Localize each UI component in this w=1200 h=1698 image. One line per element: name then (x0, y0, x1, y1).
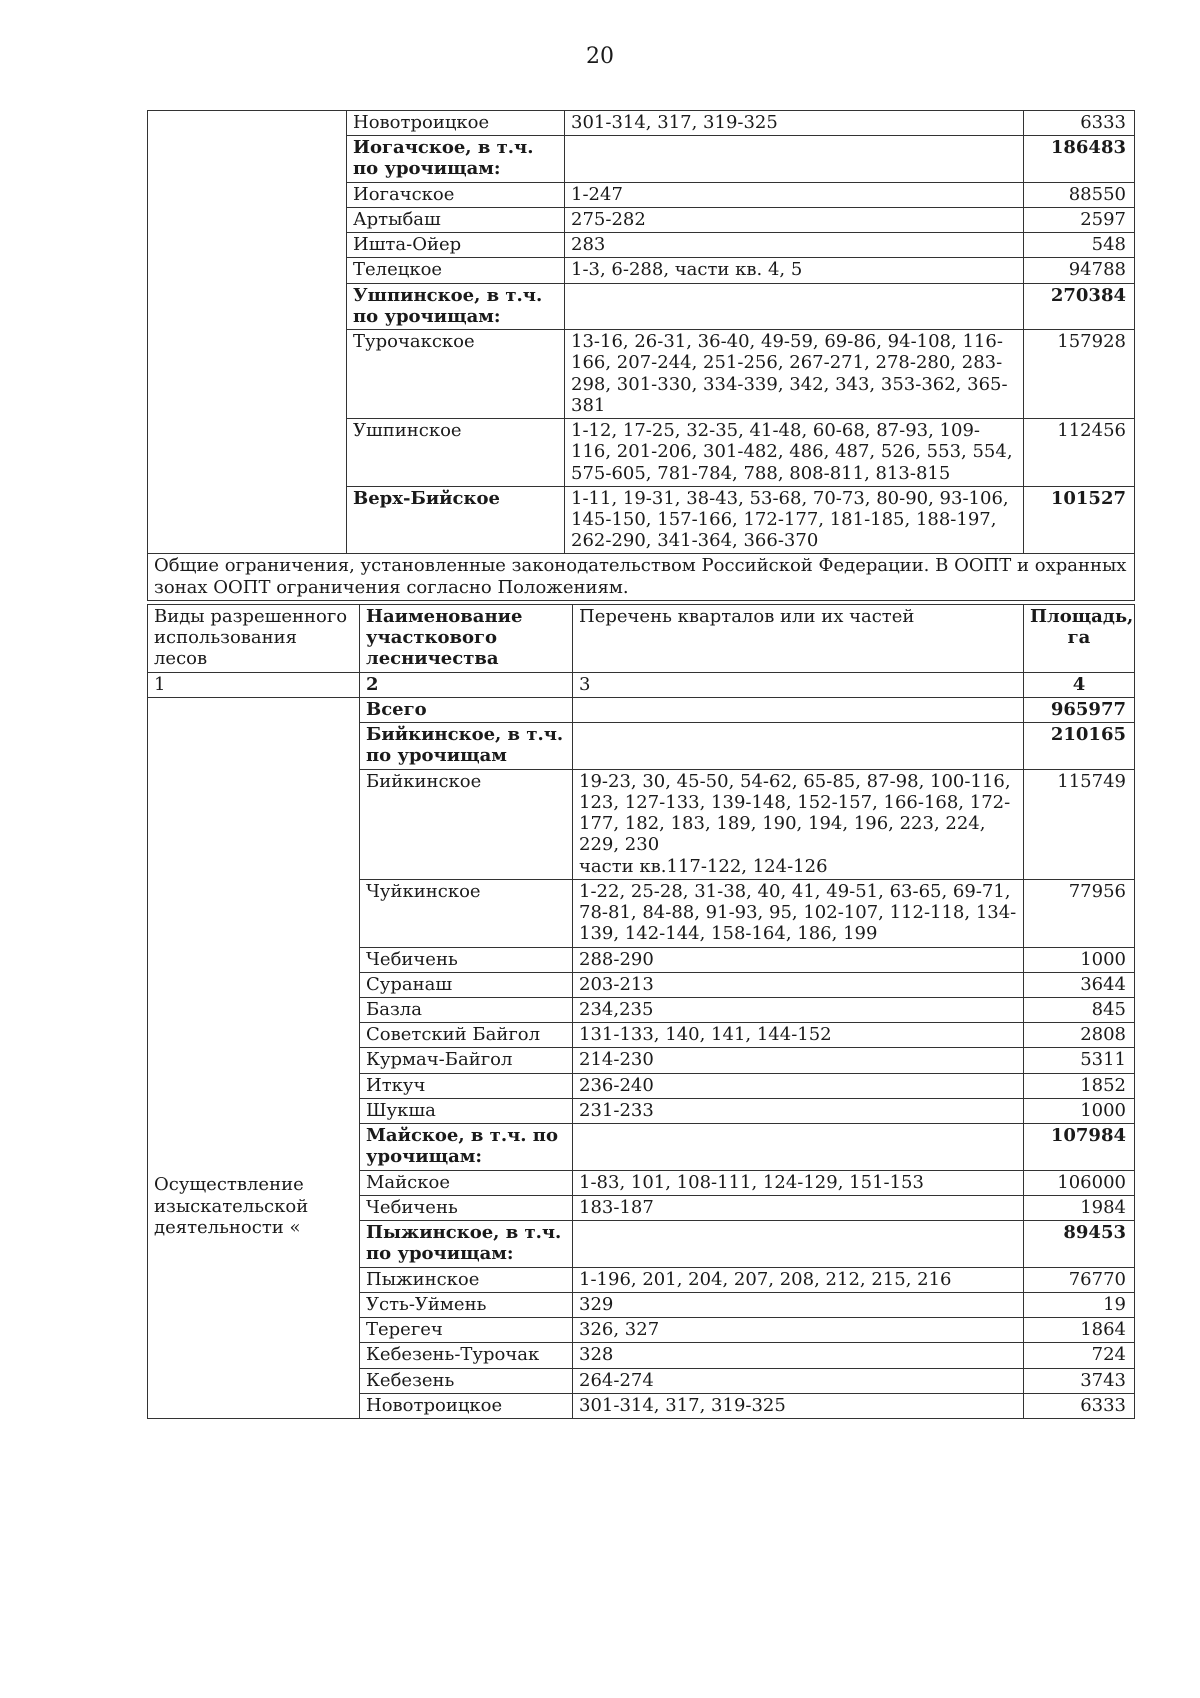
forestry-name: Терегеч (360, 1318, 573, 1343)
area-value: 724 (1024, 1343, 1135, 1368)
header-area: Площадь, га (1024, 605, 1135, 673)
forestry-name: Телецкое (347, 258, 565, 283)
table-row (148, 697, 1135, 722)
area-value: 965977 (1024, 697, 1135, 722)
blocks-list (573, 1073, 1024, 1098)
forestry-name: Кебезень-Турочак (360, 1343, 573, 1368)
forestry-name: Курмач-Байгол (360, 1048, 573, 1073)
blocks-list (573, 879, 1024, 947)
forestry-name: Иткуч (360, 1073, 573, 1098)
area-value: 6333 (1024, 1393, 1135, 1418)
blocks-list (573, 972, 1024, 997)
forestry-name: Советский Байгол (360, 1023, 573, 1048)
page-number: 20 (586, 44, 614, 69)
blocks-list (573, 1267, 1024, 1292)
col-number-4: 4 (1024, 672, 1135, 697)
blocks-list (573, 723, 1024, 769)
blocks-list (573, 769, 1024, 879)
blocks-list (573, 997, 1024, 1022)
area-value: 106000 (1024, 1170, 1135, 1195)
forestry-name: Шукша (360, 1098, 573, 1123)
blocks-list: 13-16, 26-31, 36-40, 49-59, 69-86, 94-108, 116-166, 207-244, 251-256, 267-271, 278-280, 283-298, 301-330, 334-339, 342, 343, 353-362, 365-381 (565, 330, 1024, 419)
forestry-name: Майское, в т.ч. по урочищам: (360, 1124, 573, 1170)
area-value: 3644 (1024, 972, 1135, 997)
col-number-3: 3 (573, 672, 1024, 697)
header-blocks: Перечень кварталов или их частей (573, 605, 1024, 673)
forestry-name: Ишта-Ойер (347, 233, 565, 258)
area-value: 112456 (1024, 419, 1135, 487)
area-value: 3743 (1024, 1368, 1135, 1393)
area-value: 115749 (1024, 769, 1135, 879)
blocks-list (573, 1318, 1024, 1343)
header-use-type: Виды разрешенного использования лесов (148, 605, 360, 673)
blocks-list (573, 1343, 1024, 1368)
area-value: 270384 (1024, 283, 1135, 329)
area-value: 94788 (1024, 258, 1135, 283)
blocks-text: 301-314, 317, 319-325 (579, 1394, 786, 1416)
blocks-text: 328 (579, 1344, 614, 1366)
column-number-row (148, 672, 1135, 697)
blocks-list (573, 697, 1024, 722)
blocks-text: 1-83, 101, 108-111, 124-129, 151-153 (579, 1171, 924, 1193)
forestry-name: Майское (360, 1170, 573, 1195)
blocks-text: 203-213 (579, 973, 654, 995)
blocks-list (565, 283, 1024, 329)
blocks-list (573, 1221, 1024, 1267)
blocks-text: 329 (579, 1293, 614, 1315)
forestry-name: Ушпинское (347, 419, 565, 487)
blocks-list (573, 1170, 1024, 1195)
restrictions-note: Общие ограничения, установленные законодательством Российской Федерации. В ООПТ и охранных зонах ООПТ ограничения согласно Положениям. (148, 554, 1135, 600)
blocks-list (573, 1393, 1024, 1418)
forestry-name: Чуйкинское (360, 879, 573, 947)
area-value: 107984 (1024, 1124, 1135, 1170)
forestry-name: Чебичень (360, 1195, 573, 1220)
header-row (148, 605, 1135, 673)
blocks-list (573, 1048, 1024, 1073)
table-continued (147, 110, 1135, 601)
blocks-text: 19-23, 30, 45-50, 54-62, 65-85, 87-98, 100-116, 123, 127-133, 139-148, 152-157, 166-168, 172-177, 182, 183, 189, 190, 194, 196, 223, 224, 229, 230 (579, 770, 1011, 856)
area-value: 76770 (1024, 1267, 1135, 1292)
col-number-2: 2 (360, 672, 573, 697)
blocks-list: 1-12, 17-25, 32-35, 41-48, 60-68, 87-93, 109-116, 201-206, 301-482, 486, 487, 526, 553, 554, 575-605, 781-784, 788, 808-811, 813-815 (565, 419, 1024, 487)
area-value: 101527 (1024, 486, 1135, 554)
area-value: 186483 (1024, 136, 1135, 182)
blocks-list: 1-11, 19-31, 38-43, 53-68, 70-73, 80-90, 93-106, 145-150, 157-166, 172-177, 181-185, 188-197, 262-290, 341-364, 366-370 (565, 486, 1024, 554)
blocks-text: 326, 327 (579, 1319, 660, 1341)
blocks-text: 234,235 (579, 998, 654, 1020)
forestry-name: Артыбаш (347, 207, 565, 232)
blocks-text: 1-22, 25-28, 31-38, 40, 41, 49-51, 63-65, 69-71, 78-81, 84-88, 91-93, 95, 102-107, 112-118, 134-139, 142-144, 158-164, 186, 199 (579, 880, 1017, 945)
blocks-list: 1-247 (565, 182, 1024, 207)
area-value: 6333 (1024, 111, 1135, 136)
forestry-name: Пыжинское, в т.ч. по урочищам: (360, 1221, 573, 1267)
blocks-list (573, 1195, 1024, 1220)
blocks-list (573, 1023, 1024, 1048)
header-forestry-name: Наименование участкового лесничества (360, 605, 573, 673)
forestry-name: Кебезень (360, 1368, 573, 1393)
area-value: 157928 (1024, 330, 1135, 419)
table-main (147, 604, 1135, 1419)
area-value: 1000 (1024, 947, 1135, 972)
area-value: 5311 (1024, 1048, 1135, 1073)
blocks-list (573, 1368, 1024, 1393)
forestry-name: Всего (360, 697, 573, 722)
forestry-name: Верх-Бийское (347, 486, 565, 554)
blocks-list: 301-314, 317, 319-325 (565, 111, 1024, 136)
area-value: 210165 (1024, 723, 1135, 769)
blocks-text: 131-133, 140, 141, 144-152 (579, 1024, 832, 1046)
use-type-cell: Осуществление изыскательской деятельности « (148, 697, 360, 1418)
table-row (148, 111, 1135, 136)
blocks-list (573, 1098, 1024, 1123)
blocks-list: 275-282 (565, 207, 1024, 232)
area-value: 2808 (1024, 1023, 1135, 1048)
blocks-text: 236-240 (579, 1074, 654, 1096)
area-value: 89453 (1024, 1221, 1135, 1267)
blocks-parts-text: части кв.117-122, 124-126 (579, 855, 828, 877)
area-value: 845 (1024, 997, 1135, 1022)
area-value: 19 (1024, 1292, 1135, 1317)
forestry-name: Турочакское (347, 330, 565, 419)
forestry-name: Иогачское (347, 182, 565, 207)
blocks-list (573, 947, 1024, 972)
forestry-name: Новотроицкое (360, 1393, 573, 1418)
forestry-name: Новотроицкое (347, 111, 565, 136)
forestry-name: Базла (360, 997, 573, 1022)
area-value: 548 (1024, 233, 1135, 258)
area-value: 88550 (1024, 182, 1135, 207)
blocks-text: 264-274 (579, 1369, 654, 1391)
forestry-name: Суранаш (360, 972, 573, 997)
blocks-text: 1-196, 201, 204, 207, 208, 212, 215, 216 (579, 1268, 952, 1290)
blocks-list: 1-3, 6-288, части кв. 4, 5 (565, 258, 1024, 283)
area-value: 1852 (1024, 1073, 1135, 1098)
forestry-name: Бийкинское, в т.ч. по урочищам (360, 723, 573, 769)
blocks-text: 214-230 (579, 1049, 654, 1071)
forestry-name: Бийкинское (360, 769, 573, 879)
col-number-1: 1 (148, 672, 360, 697)
area-value: 1000 (1024, 1098, 1135, 1123)
note-row (148, 554, 1135, 600)
forestry-name: Пыжинское (360, 1267, 573, 1292)
forestry-name: Чебичень (360, 947, 573, 972)
area-value: 2597 (1024, 207, 1135, 232)
blocks-text: 231-233 (579, 1099, 654, 1121)
blocks-list (565, 136, 1024, 182)
blocks-text: 288-290 (579, 948, 654, 970)
area-value: 77956 (1024, 879, 1135, 947)
blocks-list (573, 1292, 1024, 1317)
use-type-cell (148, 111, 347, 554)
blocks-list (573, 1124, 1024, 1170)
forestry-name: Усть-Уймень (360, 1292, 573, 1317)
forestry-name: Иогачское, в т.ч. по урочищам: (347, 136, 565, 182)
area-value: 1864 (1024, 1318, 1135, 1343)
area-value: 1984 (1024, 1195, 1135, 1220)
blocks-text: 183-187 (579, 1196, 654, 1218)
blocks-list: 283 (565, 233, 1024, 258)
forestry-name: Ушпинское, в т.ч. по урочищам: (347, 283, 565, 329)
